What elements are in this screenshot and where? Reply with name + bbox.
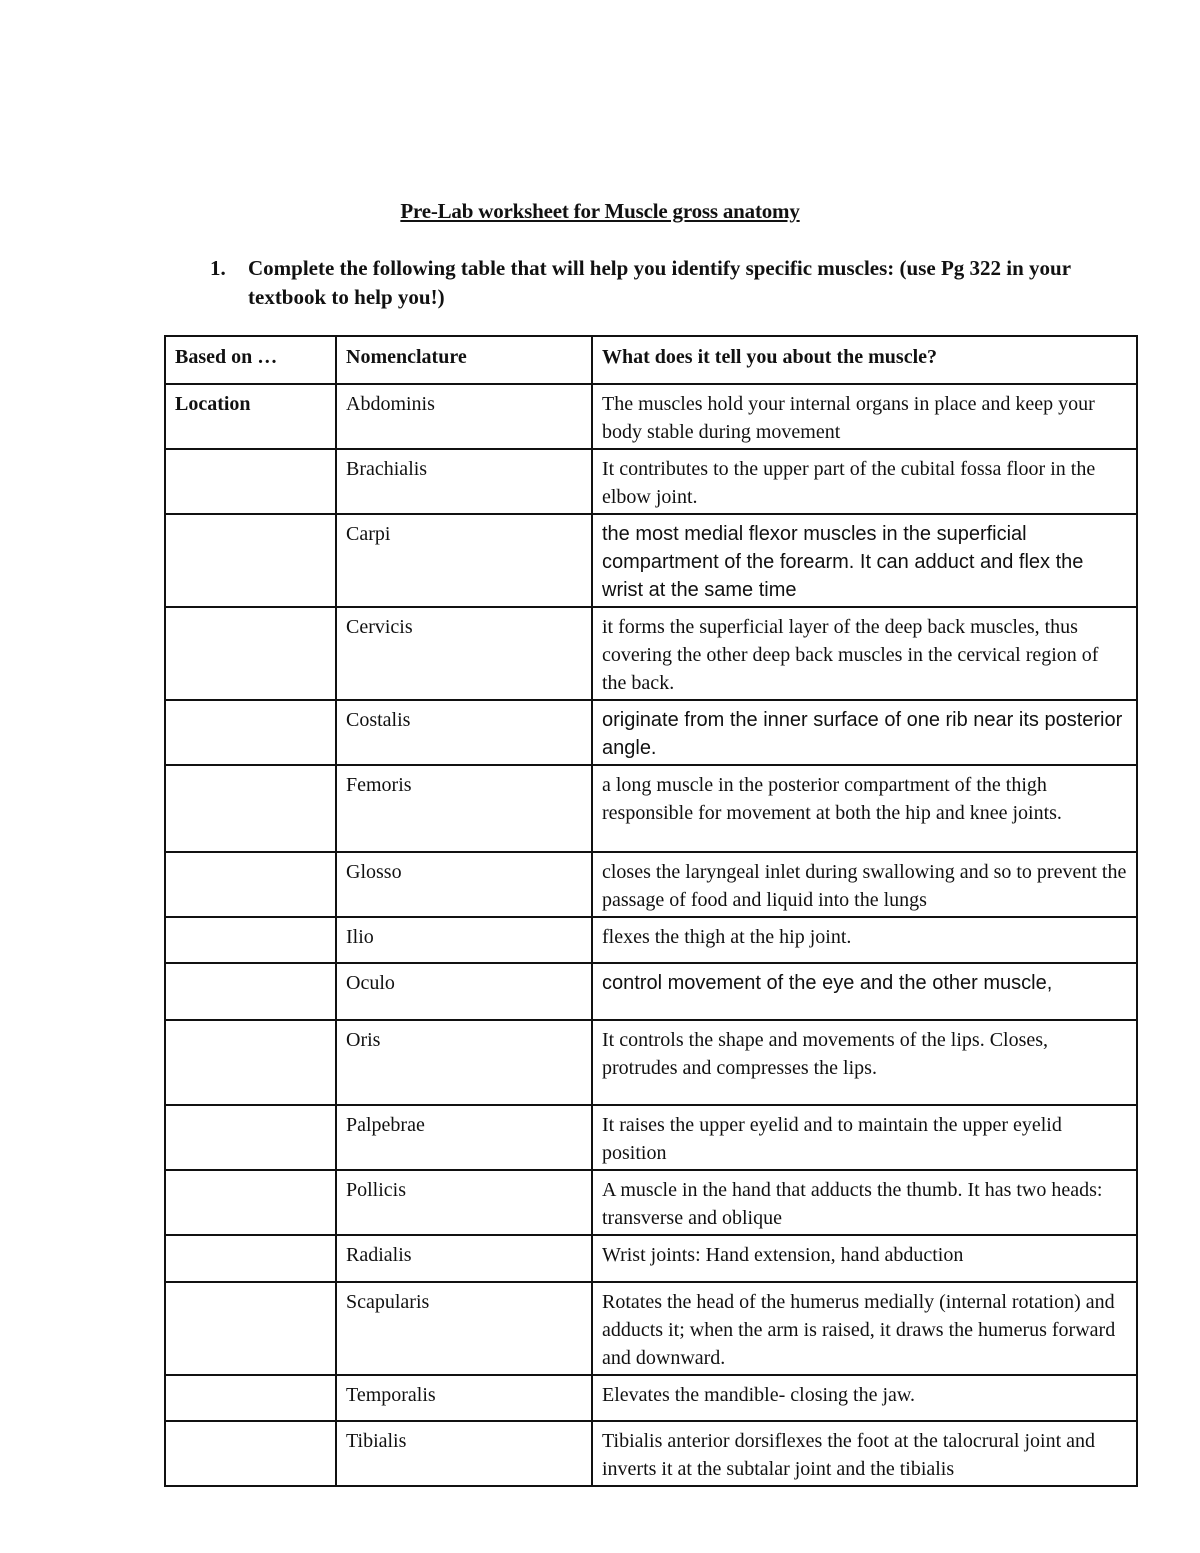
cell-based-on bbox=[165, 1235, 336, 1282]
cell-description: the most medial flexor muscles in the superficial compartment of the forearm. It can adduct and flex the wrist at the same time bbox=[592, 514, 1137, 607]
table-row bbox=[165, 449, 1137, 514]
cell-nomenclature: Brachialis bbox=[336, 449, 592, 514]
table-header-row bbox=[165, 336, 1137, 384]
cell-description: Wrist joints: Hand extension, hand abduction bbox=[592, 1235, 1137, 1282]
table-row bbox=[165, 852, 1137, 917]
table-row bbox=[165, 963, 1137, 1020]
table-row bbox=[165, 700, 1137, 765]
cell-nomenclature: Radialis bbox=[336, 1235, 592, 1282]
table-row bbox=[165, 1235, 1137, 1282]
cell-nomenclature: Femoris bbox=[336, 765, 592, 852]
cell-description: Elevates the mandible- closing the jaw. bbox=[592, 1375, 1137, 1421]
cell-description: control movement of the eye and the other muscle, bbox=[592, 963, 1137, 1020]
header-nomenclature: Nomenclature bbox=[336, 336, 592, 384]
cell-based-on bbox=[165, 514, 336, 607]
cell-nomenclature: Oculo bbox=[336, 963, 592, 1020]
cell-description: It controls the shape and movements of the lips. Closes, protrudes and compresses the lips. bbox=[592, 1020, 1137, 1105]
cell-based-on bbox=[165, 1375, 336, 1421]
cell-based-on bbox=[165, 917, 336, 963]
cell-based-on bbox=[165, 449, 336, 514]
header-based-on: Based on … bbox=[165, 336, 336, 384]
cell-nomenclature: Cervicis bbox=[336, 607, 592, 700]
instruction-item bbox=[210, 254, 1090, 312]
table-row bbox=[165, 917, 1137, 963]
table-row bbox=[165, 514, 1137, 607]
cell-description: closes the laryngeal inlet during swallowing and so to prevent the passage of food and liquid into the lungs bbox=[592, 852, 1137, 917]
page-title: Pre-Lab worksheet for Muscle gross anatomy bbox=[400, 199, 800, 223]
cell-nomenclature: Ilio bbox=[336, 917, 592, 963]
cell-description: it forms the superficial layer of the deep back muscles, thus covering the other deep back muscles in the cervical region of the back. bbox=[592, 607, 1137, 700]
table-row bbox=[165, 1105, 1137, 1170]
table-row bbox=[165, 765, 1137, 852]
cell-based-on bbox=[165, 607, 336, 700]
cell-based-on bbox=[165, 1282, 336, 1375]
table-row bbox=[165, 607, 1137, 700]
header-description: What does it tell you about the muscle? bbox=[592, 336, 1137, 384]
instruction-text: Complete the following table that will help you identify specific muscles: (use Pg 322 in your textbook to help you!) bbox=[248, 256, 1071, 309]
cell-description: flexes the thigh at the hip joint. bbox=[592, 917, 1137, 963]
cell-description: a long muscle in the posterior compartment of the thigh responsible for movement at both the hip and knee joints. bbox=[592, 765, 1137, 852]
cell-based-on bbox=[165, 765, 336, 852]
cell-nomenclature: Temporalis bbox=[336, 1375, 592, 1421]
cell-description: Tibialis anterior dorsiflexes the foot at the talocrural joint and inverts it at the subtalar joint and the tibialis bbox=[592, 1421, 1137, 1486]
cell-nomenclature: Palpebrae bbox=[336, 1105, 592, 1170]
cell-based-on bbox=[165, 1020, 336, 1105]
cell-nomenclature: Pollicis bbox=[336, 1170, 592, 1235]
cell-based-on bbox=[165, 1105, 336, 1170]
table-row bbox=[165, 1421, 1137, 1486]
cell-nomenclature: Carpi bbox=[336, 514, 592, 607]
cell-based-on bbox=[165, 1170, 336, 1235]
table-row bbox=[165, 1375, 1137, 1421]
cell-based-on bbox=[165, 1421, 336, 1486]
cell-based-on: Location bbox=[165, 384, 336, 449]
cell-description: The muscles hold your internal organs in place and keep your body stable during movement bbox=[592, 384, 1137, 449]
cell-based-on bbox=[165, 852, 336, 917]
muscle-nomenclature-table bbox=[164, 335, 1138, 1487]
table-row bbox=[165, 1282, 1137, 1375]
cell-based-on bbox=[165, 963, 336, 1020]
cell-nomenclature: Costalis bbox=[336, 700, 592, 765]
cell-description: It raises the upper eyelid and to maintain the upper eyelid position bbox=[592, 1105, 1137, 1170]
cell-nomenclature: Tibialis bbox=[336, 1421, 592, 1486]
cell-nomenclature: Scapularis bbox=[336, 1282, 592, 1375]
cell-nomenclature: Abdominis bbox=[336, 384, 592, 449]
cell-nomenclature: Oris bbox=[336, 1020, 592, 1105]
instruction-number: 1. bbox=[210, 256, 226, 280]
cell-description: originate from the inner surface of one rib near its posterior angle. bbox=[592, 700, 1137, 765]
cell-description: Rotates the head of the humerus medially (internal rotation) and adducts it; when the arm is raised, it draws the humerus forward and downward. bbox=[592, 1282, 1137, 1375]
table-row bbox=[165, 1170, 1137, 1235]
cell-nomenclature: Glosso bbox=[336, 852, 592, 917]
cell-based-on bbox=[165, 700, 336, 765]
cell-description: A muscle in the hand that adducts the thumb. It has two heads: transverse and oblique bbox=[592, 1170, 1137, 1235]
cell-description: It contributes to the upper part of the cubital fossa floor in the elbow joint. bbox=[592, 449, 1137, 514]
table-row bbox=[165, 384, 1137, 449]
table-row bbox=[165, 1020, 1137, 1105]
